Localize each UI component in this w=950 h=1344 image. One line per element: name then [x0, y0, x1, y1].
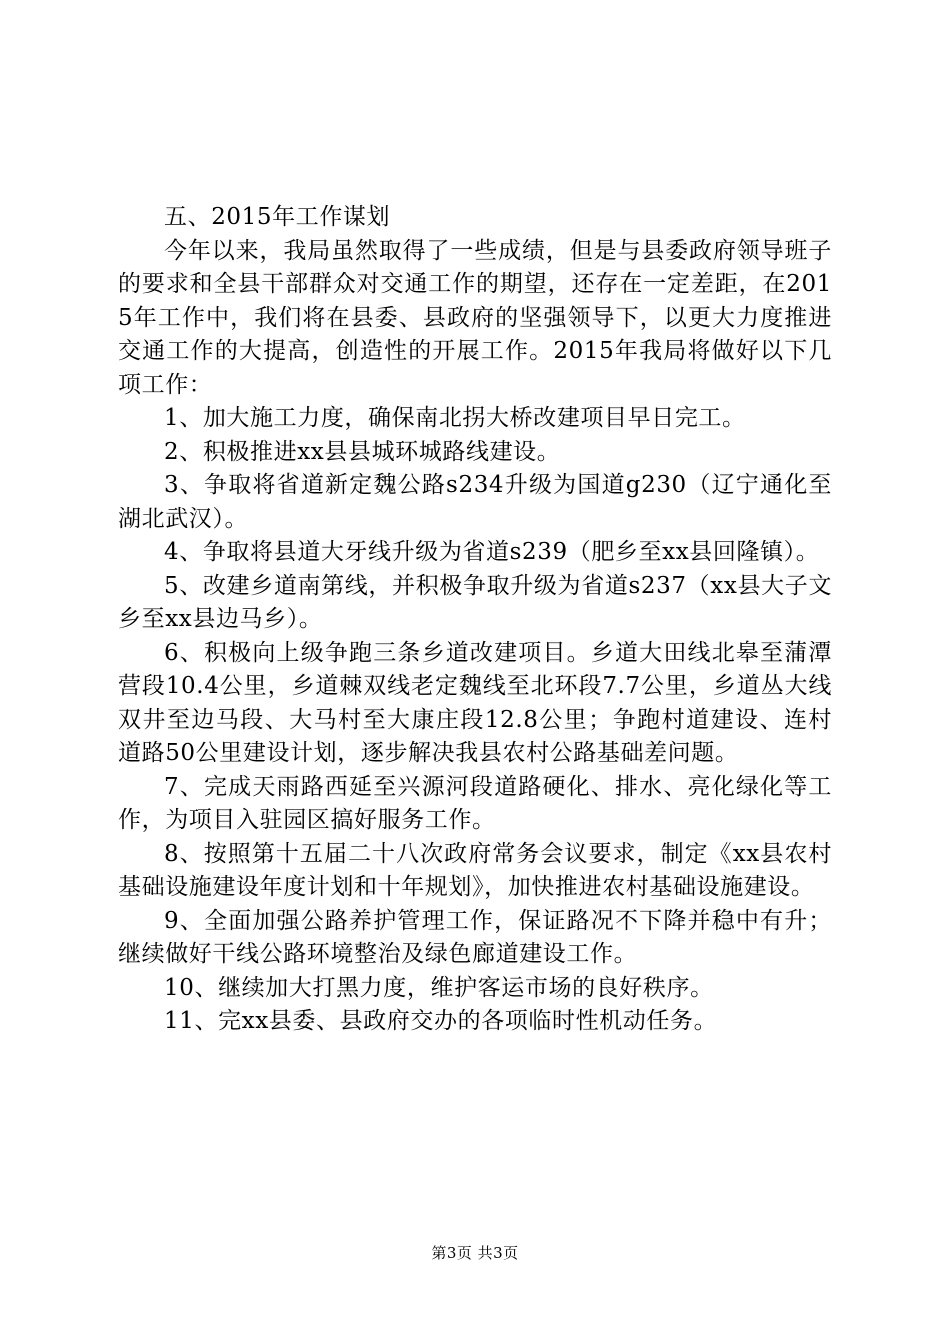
- task-item-4: 4、争取将县道大牙线升级为省道s239（肥乡至xx县回隆镇）。: [164, 539, 820, 565]
- task-item-11: 11、完xx县委、县政府交办的各项临时性机动任务。: [164, 1008, 718, 1034]
- task-item-8: 8、按照第十五届二十八次政府常务会议要求，制定《xx县农村基础设施建设年度计划和十年规划》，加快推进农村基础设施建设。: [118, 840, 832, 900]
- document-body: [118, 201, 832, 1039]
- intro-paragraph: 今年以来，我局虽然取得了一些成绩，但是与县委政府领导班子的要求和全县干部群众对交通工作的期望，还存在一定差距，在2015年工作中，我们将在县委、县政府的坚强领导下，以更大力度推进交通工作的大提高，创造性的开展工作。2015年我局将做好以下几项工作：: [118, 237, 832, 398]
- task-item-2: 2、积极推进xx县县城环城路线建设。: [164, 438, 561, 465]
- task-item-5: 5、改建乡道南第线，并积极争取升级为省道s237（xx县大子文乡至xx县边马乡）。: [118, 572, 832, 632]
- page-number-footer: 第3页 共3页: [431, 1244, 519, 1262]
- section-heading: 五、2015年工作谋划: [164, 204, 391, 230]
- task-item-3: 3、争取将省道新定魏公路s234升级为国道g230（辽宁通化至湖北武汉）。: [118, 472, 832, 532]
- task-item-1: 1、加大施工力度，确保南北拐大桥改建项目早日完工。: [164, 405, 746, 431]
- task-item-9: 9、全面加强公路养护管理工作，保证路况不下降并稳中有升；继续做好干线公路环境整治及绿色廊道建设工作。: [118, 907, 832, 967]
- task-item-7: 7、完成天雨路西延至兴源河段道路硬化、排水、亮化绿化等工作，为项目入驻园区搞好服务工作。: [118, 773, 832, 833]
- task-item-6: 6、积极向上级争跑三条乡道改建项目。乡道大田线北皋至蒲潭营段10.4公里，乡道棘双线老定魏线至北环段7.7公里，乡道丛大线双井至边马段、大马村至大康庄段12.8公里；争跑村道建设、连村道路50公里建设计划，逐步解决我县农村公路基础差问题。: [118, 639, 832, 766]
- task-item-10: 10、继续加大打黑力度，维护客运市场的良好秩序。: [164, 974, 714, 1001]
